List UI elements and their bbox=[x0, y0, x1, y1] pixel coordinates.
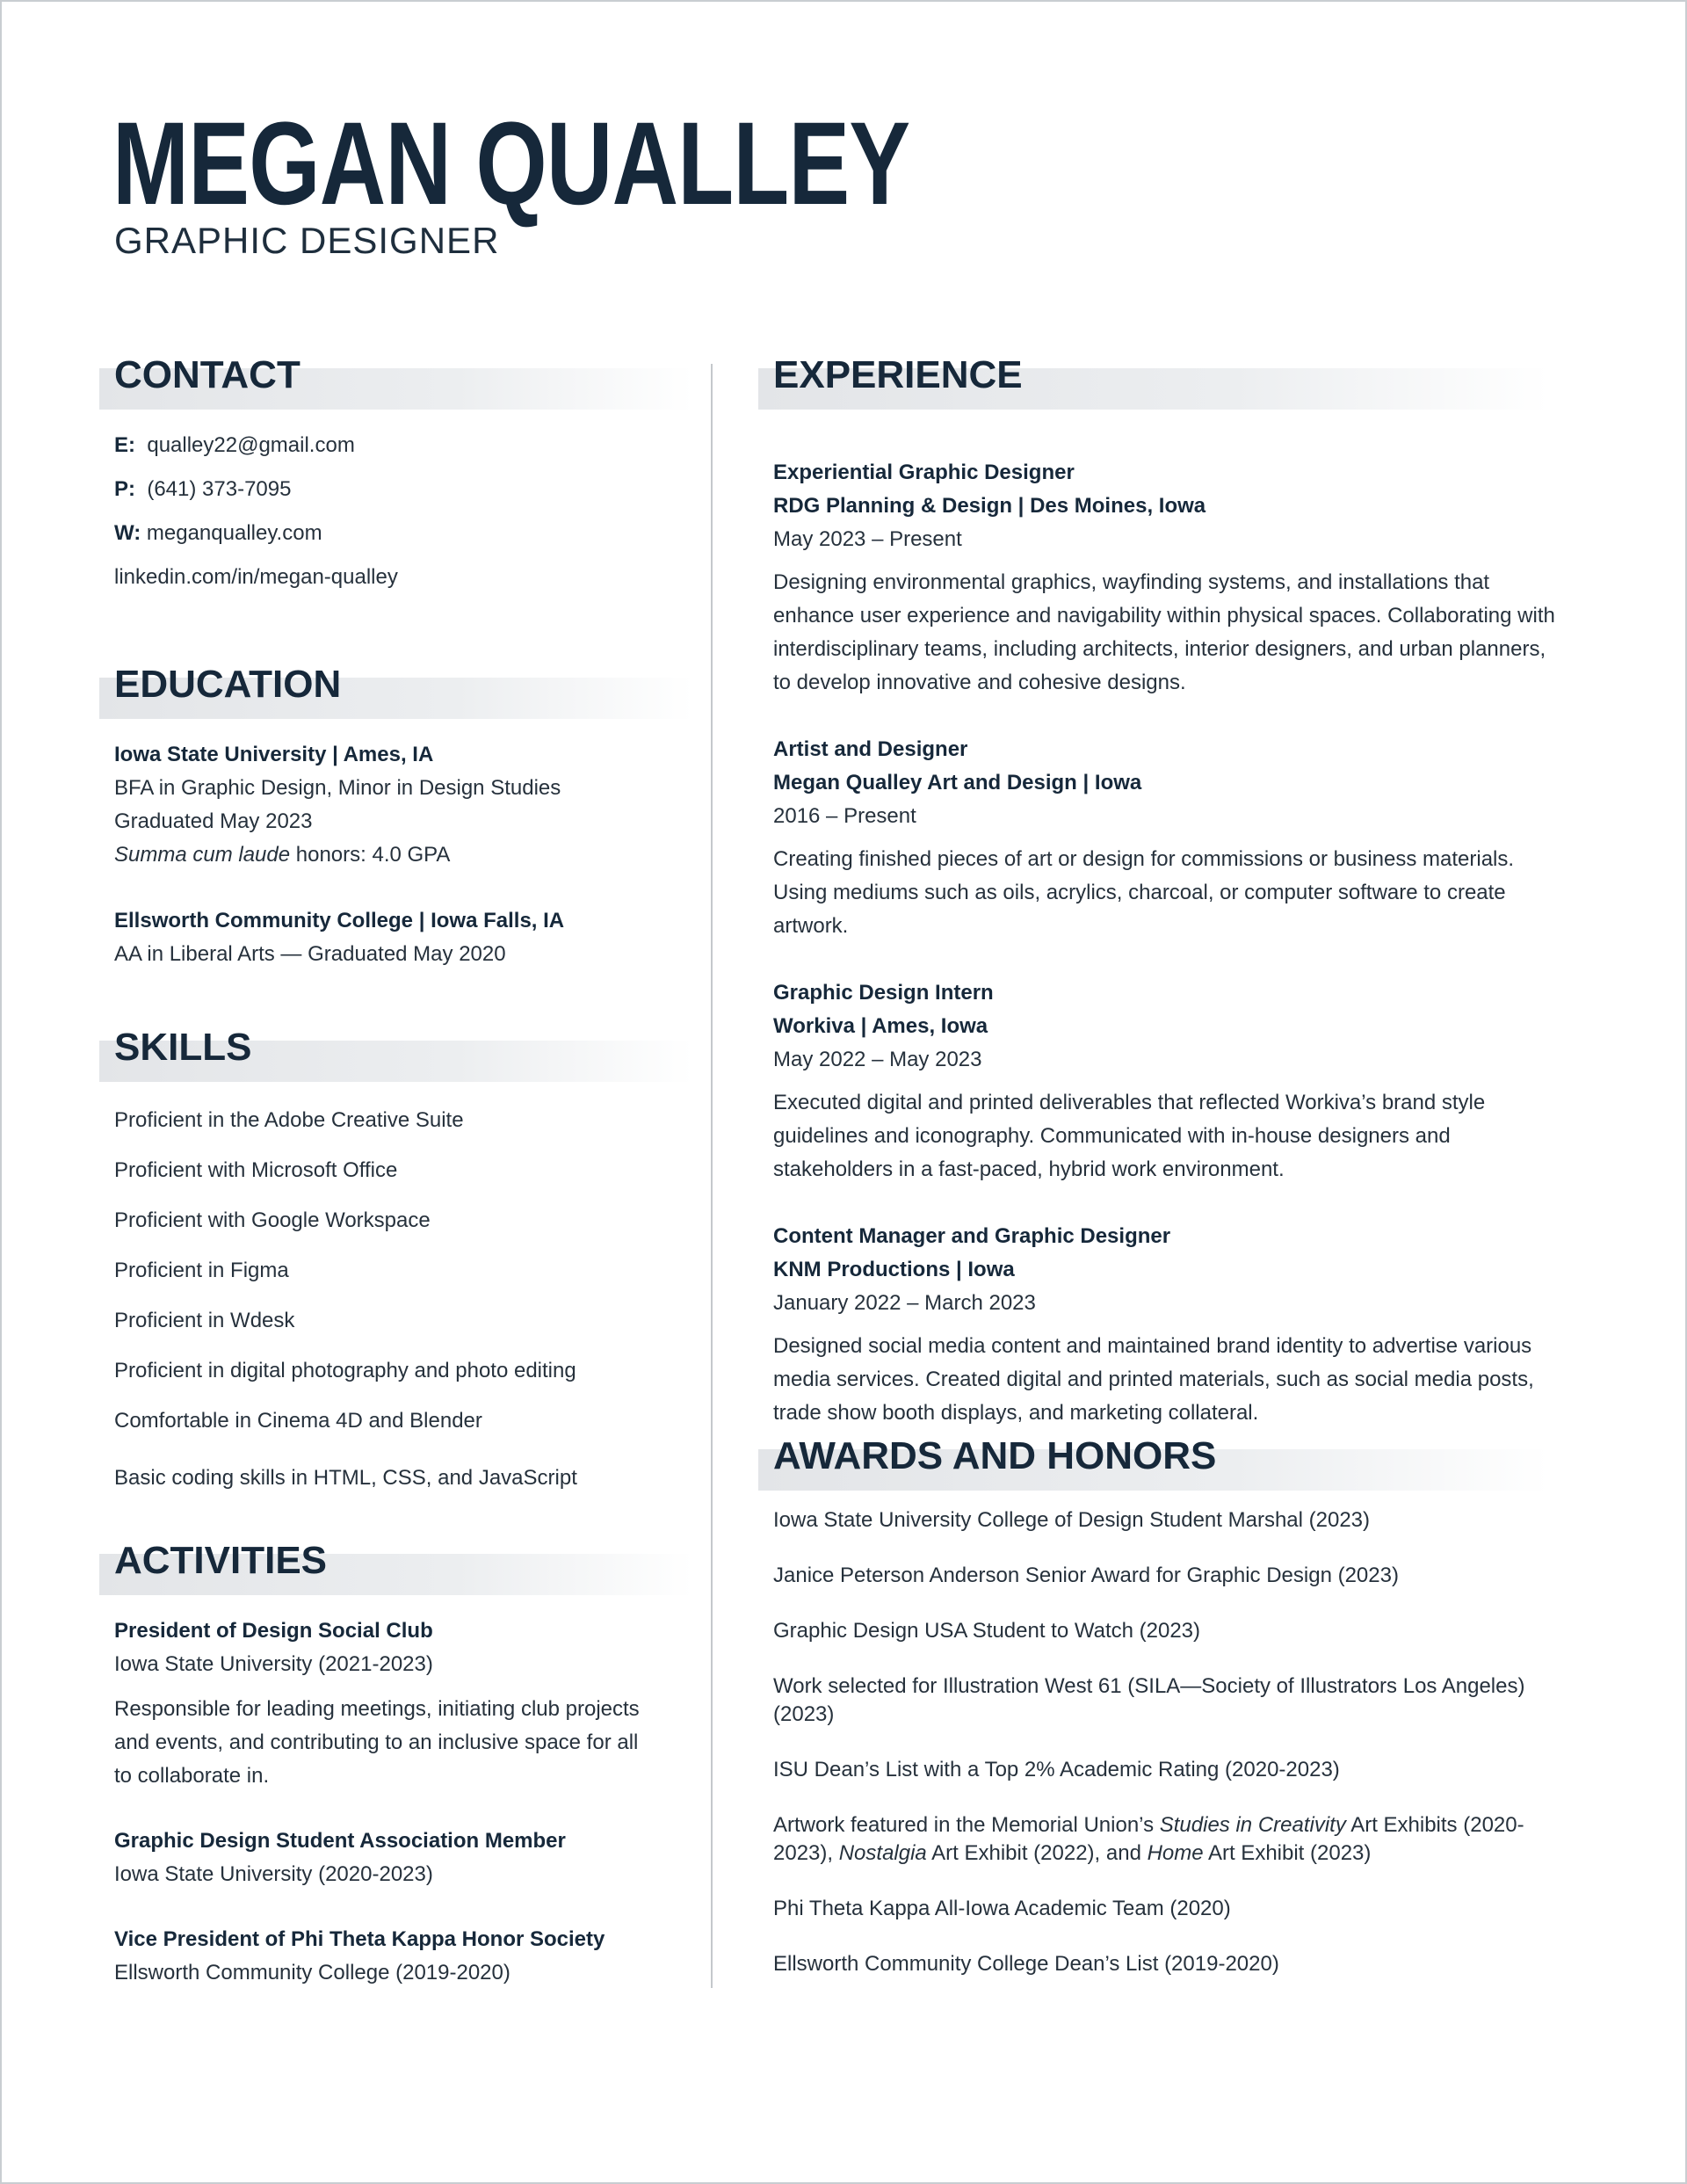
skill-item: Proficient with Microsoft Office bbox=[114, 1158, 398, 1182]
skill-item: Comfortable in Cinema 4D and Blender bbox=[114, 1409, 482, 1433]
section-heading: CONTACT bbox=[114, 354, 694, 396]
skill-item: Proficient in Wdesk bbox=[114, 1309, 295, 1332]
candidate-name: MEGAN QUALLEY bbox=[112, 98, 910, 229]
contact-linkedin[interactable]: linkedin.com/in/megan-qualley bbox=[114, 565, 398, 589]
job-title: GRAPHIC DESIGNER bbox=[114, 220, 500, 261]
skill-item: Proficient in digital photography and photo editing bbox=[114, 1359, 576, 1382]
contact-email[interactable]: E: qualley22@gmail.com bbox=[114, 433, 355, 457]
contact-section bbox=[114, 354, 694, 599]
skill-item: Proficient in Figma bbox=[114, 1259, 289, 1282]
job-entry: Artist and Designer Megan Qualley Art and Design | Iowa 2016 – Present Creating finished pieces of art or design for commissions or business materials. Using mediums such as oils, acrylics, charcoal, or computer software to create artwork. bbox=[773, 737, 1515, 938]
award-item: Iowa State University College of Design Student Marshal (2023) bbox=[773, 1508, 1371, 1532]
column-divider bbox=[711, 364, 713, 1988]
awards-section bbox=[773, 1435, 1564, 1978]
section-heading: ACTIVITIES bbox=[114, 1540, 694, 1582]
section-heading: EXPERIENCE bbox=[773, 354, 1564, 396]
activity-entry: Vice President of Phi Theta Kappa Honor Society Ellsworth Community College (2019-2020) bbox=[114, 1927, 605, 1984]
section-heading: AWARDS AND HONORS bbox=[773, 1435, 1564, 1477]
activity-entry: Graphic Design Student Association Member Iowa State University (2020-2023) bbox=[114, 1829, 566, 1886]
skill-item: Proficient in the Adobe Creative Suite bbox=[114, 1108, 464, 1132]
contact-website[interactable]: W: meganqualley.com bbox=[114, 521, 322, 545]
award-item: Work selected for Illustration West 61 (SILA—Society of Illustrators Los Angeles) (2023) bbox=[773, 1674, 1525, 1726]
job-entry: Content Manager and Graphic Designer KNM Productions | Iowa January 2022 – March 2023 Designed social media content and maintained brand identity to advertise various media services. Created digital and printed materials, such as social media posts, trade show booth displays, and marketing collateral. bbox=[773, 1224, 1534, 1425]
activities-section bbox=[114, 1540, 694, 1990]
job-entry: Experiential Graphic Designer RDG Planning & Design | Des Moines, Iowa May 2023 – Present Designing environmental graphics, wayfinding systems, and installations that enhance user experience and navigability within physical spaces. Collaborating with interdisciplinary teams, including architects, interior designers, and urban planners, to develop innovative and cohesive designs. bbox=[773, 461, 1555, 694]
award-item: Phi Theta Kappa All-Iowa Academic Team (2020) bbox=[773, 1897, 1231, 1920]
education-entry: Iowa State University | Ames, IA BFA in Graphic Design, Minor in Design Studies Graduated May 2023 Summa cum laude honors: 4.0 GPA bbox=[114, 743, 561, 867]
contact-phone[interactable]: P: (641) 373-7095 bbox=[114, 477, 292, 501]
education-section bbox=[114, 664, 694, 971]
award-item: Graphic Design USA Student to Watch (2023) bbox=[773, 1619, 1201, 1643]
skill-item: Basic coding skills in HTML, CSS, and JavaScript bbox=[114, 1466, 577, 1490]
skills-section bbox=[114, 1027, 694, 1503]
skill-item: Proficient with Google Workspace bbox=[114, 1208, 431, 1232]
award-item: Janice Peterson Anderson Senior Award for Graphic Design (2023) bbox=[773, 1564, 1399, 1587]
education-entry: Ellsworth Community College | Iowa Falls, IA AA in Liberal Arts — Graduated May 2020 bbox=[114, 909, 565, 966]
job-entry: Graphic Design Intern Workiva | Ames, Iowa May 2022 – May 2023 Executed digital and printed deliverables that reflected Workiva’s brand style guidelines and iconography. Communicated with in-house designers and stakeholders in a fast-paced, hybrid work environment. bbox=[773, 981, 1486, 1181]
section-heading: SKILLS bbox=[114, 1027, 694, 1069]
award-item: ISU Dean’s List with a Top 2% Academic Rating (2020-2023) bbox=[773, 1758, 1340, 1781]
award-item: Artwork featured in the Memorial Union’s Studies in Creativity Art Exhibits (2020-2023), Nostalgia Art Exhibit (2022), and Home Art Exhibit (2023) bbox=[773, 1813, 1524, 1865]
section-heading: EDUCATION bbox=[114, 664, 694, 706]
experience-section bbox=[773, 354, 1564, 1430]
activity-entry: President of Design Social Club Iowa State University (2021-2023) Responsible for leading meetings, initiating club projects and events, and contributing to an inclusive space for all to collaborate in. bbox=[114, 1619, 640, 1788]
award-item: Ellsworth Community College Dean’s List (2019-2020) bbox=[773, 1952, 1279, 1976]
